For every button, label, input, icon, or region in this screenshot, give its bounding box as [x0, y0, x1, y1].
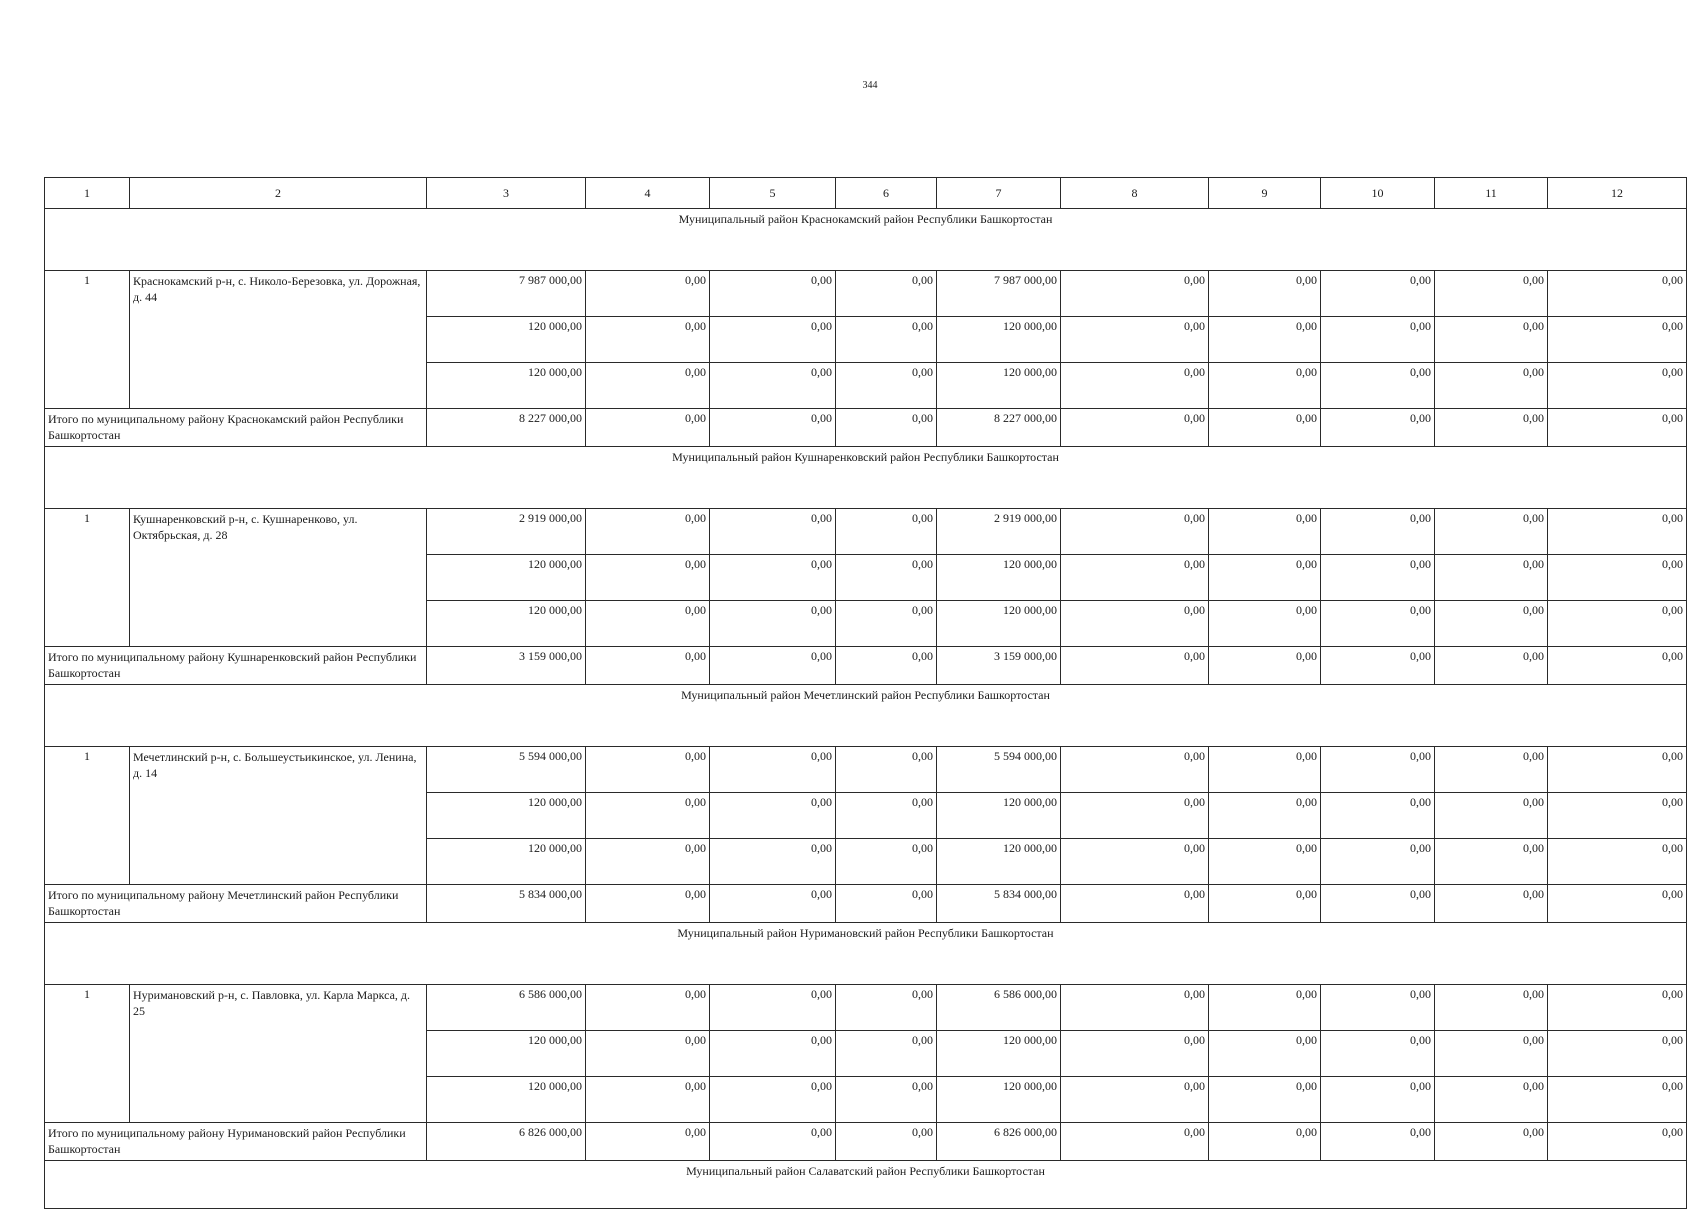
total-amount-cell: 3 159 000,00: [937, 647, 1061, 685]
object-address: Краснокамский р-н, с. Николо-Березовка, ул. Дорожная, д. 44: [130, 271, 427, 409]
total-amount-cell: 0,00: [836, 1123, 937, 1161]
district-total-row: [45, 885, 1687, 923]
row-index: 1: [45, 985, 130, 1123]
total-amount-cell: 0,00: [1321, 409, 1435, 447]
amount-cell: 0,00: [1548, 271, 1687, 317]
amount-cell: 0,00: [1548, 1077, 1687, 1123]
amount-cell: 0,00: [586, 509, 710, 555]
total-amount-cell: 0,00: [1321, 647, 1435, 685]
amount-cell: 0,00: [710, 317, 836, 363]
amount-cell: 0,00: [1435, 271, 1548, 317]
amount-cell: 0,00: [1061, 363, 1209, 409]
amount-cell: 2 919 000,00: [427, 509, 586, 555]
amount-cell: 5 594 000,00: [427, 747, 586, 793]
amount-cell: 0,00: [710, 601, 836, 647]
amount-cell: 0,00: [586, 363, 710, 409]
amount-cell: 0,00: [1061, 747, 1209, 793]
amount-cell: 0,00: [836, 839, 937, 885]
amount-cell: 120 000,00: [427, 1031, 586, 1077]
amount-cell: 0,00: [1435, 601, 1548, 647]
total-amount-cell: 0,00: [1061, 409, 1209, 447]
column-header: 1: [45, 178, 130, 209]
amount-cell: 0,00: [586, 317, 710, 363]
table-body: [45, 178, 1687, 1209]
total-amount-cell: 0,00: [1061, 647, 1209, 685]
object-address: Нуримановский р-н, с. Павловка, ул. Карла Маркса, д. 25: [130, 985, 427, 1123]
amount-cell: 0,00: [836, 747, 937, 793]
amount-cell: 0,00: [1548, 747, 1687, 793]
amount-cell: 0,00: [1209, 317, 1321, 363]
object-address: Кушнаренковский р-н, с. Кушнаренково, ул. Октябрьская, д. 28: [130, 509, 427, 647]
table-row: [45, 271, 1687, 317]
district-total-label: Итого по муниципальному району Мечетлинский район Республики Башкортостан: [45, 885, 427, 923]
amount-cell: 0,00: [1061, 1031, 1209, 1077]
column-header: 3: [427, 178, 586, 209]
amount-cell: 0,00: [1548, 555, 1687, 601]
total-amount-cell: 0,00: [1548, 885, 1687, 923]
row-index: 1: [45, 509, 130, 647]
amount-cell: 0,00: [1209, 985, 1321, 1031]
district-total-row: [45, 647, 1687, 685]
amount-cell: 0,00: [1321, 317, 1435, 363]
district-total-label: Итого по муниципальному району Нуримановский район Республики Башкортостан: [45, 1123, 427, 1161]
amount-cell: 0,00: [710, 555, 836, 601]
amount-cell: 0,00: [1321, 509, 1435, 555]
object-address: Мечетлинский р-н, с. Большеустьикинское, ул. Ленина, д. 14: [130, 747, 427, 885]
amount-cell: 0,00: [1061, 509, 1209, 555]
amount-cell: 0,00: [1321, 271, 1435, 317]
total-amount-cell: 0,00: [1435, 1123, 1548, 1161]
total-amount-cell: 0,00: [836, 647, 937, 685]
total-amount-cell: 3 159 000,00: [427, 647, 586, 685]
amount-cell: 0,00: [1061, 271, 1209, 317]
amount-cell: 120 000,00: [937, 793, 1061, 839]
amount-cell: 0,00: [836, 793, 937, 839]
amount-cell: 120 000,00: [427, 363, 586, 409]
amount-cell: 0,00: [586, 601, 710, 647]
amount-cell: 0,00: [1321, 601, 1435, 647]
page-number: 344: [862, 80, 878, 91]
amount-cell: 0,00: [1209, 793, 1321, 839]
amount-cell: 120 000,00: [937, 1031, 1061, 1077]
amount-cell: 0,00: [1435, 985, 1548, 1031]
amount-cell: 0,00: [1548, 839, 1687, 885]
amount-cell: 0,00: [1548, 363, 1687, 409]
column-number-header-row: [45, 178, 1687, 209]
amount-cell: 0,00: [1321, 747, 1435, 793]
amount-cell: 0,00: [1061, 555, 1209, 601]
total-amount-cell: 0,00: [586, 647, 710, 685]
district-section-row: [45, 685, 1687, 747]
column-header: 11: [1435, 178, 1548, 209]
amount-cell: 0,00: [1061, 1077, 1209, 1123]
amount-cell: 0,00: [1209, 363, 1321, 409]
amount-cell: 0,00: [1209, 601, 1321, 647]
district-title: Муниципальный район Кушнаренковский район Республики Башкортостан: [45, 447, 1687, 509]
total-amount-cell: 8 227 000,00: [427, 409, 586, 447]
total-amount-cell: 0,00: [586, 1123, 710, 1161]
amount-cell: 120 000,00: [427, 839, 586, 885]
amount-cell: 0,00: [1548, 1031, 1687, 1077]
amount-cell: 0,00: [1061, 601, 1209, 647]
total-amount-cell: 0,00: [710, 885, 836, 923]
amount-cell: 0,00: [1548, 317, 1687, 363]
amount-cell: 0,00: [1321, 839, 1435, 885]
amount-cell: 0,00: [1321, 985, 1435, 1031]
amount-cell: 0,00: [1435, 363, 1548, 409]
amount-cell: 0,00: [836, 1077, 937, 1123]
amount-cell: 0,00: [1435, 839, 1548, 885]
row-index: 1: [45, 747, 130, 885]
amount-cell: 0,00: [1209, 839, 1321, 885]
total-amount-cell: 0,00: [1548, 409, 1687, 447]
total-amount-cell: 0,00: [1435, 409, 1548, 447]
total-amount-cell: 0,00: [710, 409, 836, 447]
district-total-row: [45, 1123, 1687, 1161]
total-amount-cell: 0,00: [1209, 647, 1321, 685]
amount-cell: 0,00: [1548, 601, 1687, 647]
total-amount-cell: 0,00: [1321, 885, 1435, 923]
amount-cell: 0,00: [710, 793, 836, 839]
district-section-row: [45, 923, 1687, 985]
amount-cell: 0,00: [836, 555, 937, 601]
amount-cell: 0,00: [710, 1077, 836, 1123]
table-row: [45, 985, 1687, 1031]
amount-cell: 0,00: [1321, 1031, 1435, 1077]
amount-cell: 6 586 000,00: [427, 985, 586, 1031]
amount-cell: 0,00: [836, 601, 937, 647]
district-section-row: [45, 209, 1687, 271]
amount-cell: 0,00: [836, 1031, 937, 1077]
amount-cell: 0,00: [710, 747, 836, 793]
amount-cell: 0,00: [586, 271, 710, 317]
amount-cell: 0,00: [586, 839, 710, 885]
amount-cell: 120 000,00: [937, 839, 1061, 885]
amount-cell: 0,00: [1061, 985, 1209, 1031]
budget-table: [44, 177, 1687, 1209]
column-header: 10: [1321, 178, 1435, 209]
amount-cell: 120 000,00: [427, 317, 586, 363]
district-total-row: [45, 409, 1687, 447]
amount-cell: 120 000,00: [427, 793, 586, 839]
district-total-label: Итого по муниципальному району Кушнаренковский район Республики Башкортостан: [45, 647, 427, 685]
column-header: 6: [836, 178, 937, 209]
amount-cell: 0,00: [836, 985, 937, 1031]
total-amount-cell: 0,00: [1548, 1123, 1687, 1161]
amount-cell: 7 987 000,00: [937, 271, 1061, 317]
column-header: 7: [937, 178, 1061, 209]
amount-cell: 0,00: [836, 317, 937, 363]
amount-cell: 0,00: [710, 1031, 836, 1077]
total-amount-cell: 0,00: [586, 409, 710, 447]
amount-cell: 0,00: [836, 271, 937, 317]
total-amount-cell: 8 227 000,00: [937, 409, 1061, 447]
district-title: Муниципальный район Салаватский район Республики Башкортостан: [45, 1161, 1687, 1209]
amount-cell: 0,00: [586, 985, 710, 1031]
amount-cell: 0,00: [1209, 1031, 1321, 1077]
amount-cell: 0,00: [1061, 317, 1209, 363]
total-amount-cell: 0,00: [710, 1123, 836, 1161]
total-amount-cell: 0,00: [586, 885, 710, 923]
table-row: [45, 747, 1687, 793]
amount-cell: 0,00: [1061, 793, 1209, 839]
amount-cell: 120 000,00: [427, 601, 586, 647]
total-amount-cell: 0,00: [1209, 885, 1321, 923]
amount-cell: 0,00: [1435, 1031, 1548, 1077]
amount-cell: 5 594 000,00: [937, 747, 1061, 793]
amount-cell: 0,00: [1435, 509, 1548, 555]
amount-cell: 2 919 000,00: [937, 509, 1061, 555]
district-title: Муниципальный район Мечетлинский район Республики Башкортостан: [45, 685, 1687, 747]
total-amount-cell: 0,00: [1061, 885, 1209, 923]
column-header: 2: [130, 178, 427, 209]
amount-cell: 0,00: [710, 271, 836, 317]
amount-cell: 0,00: [586, 1077, 710, 1123]
amount-cell: 0,00: [586, 793, 710, 839]
amount-cell: 0,00: [1548, 509, 1687, 555]
amount-cell: 120 000,00: [937, 555, 1061, 601]
amount-cell: 0,00: [1209, 1077, 1321, 1123]
column-header: 4: [586, 178, 710, 209]
amount-cell: 0,00: [1321, 363, 1435, 409]
total-amount-cell: 0,00: [836, 885, 937, 923]
amount-cell: 0,00: [836, 509, 937, 555]
amount-cell: 0,00: [586, 1031, 710, 1077]
total-amount-cell: 0,00: [1435, 647, 1548, 685]
amount-cell: 0,00: [1435, 1077, 1548, 1123]
amount-cell: 0,00: [1061, 839, 1209, 885]
amount-cell: 0,00: [1321, 793, 1435, 839]
total-amount-cell: 0,00: [710, 647, 836, 685]
total-amount-cell: 5 834 000,00: [937, 885, 1061, 923]
amount-cell: 0,00: [710, 839, 836, 885]
district-section-row: [45, 1161, 1687, 1209]
amount-cell: 0,00: [1435, 555, 1548, 601]
district-total-label: Итого по муниципальному району Краснокамский район Республики Башкортостан: [45, 409, 427, 447]
amount-cell: 0,00: [710, 363, 836, 409]
row-index: 1: [45, 271, 130, 409]
amount-cell: 0,00: [1548, 793, 1687, 839]
column-header: 8: [1061, 178, 1209, 209]
total-amount-cell: 6 826 000,00: [937, 1123, 1061, 1161]
total-amount-cell: 5 834 000,00: [427, 885, 586, 923]
column-header: 9: [1209, 178, 1321, 209]
total-amount-cell: 6 826 000,00: [427, 1123, 586, 1161]
amount-cell: 0,00: [1321, 1077, 1435, 1123]
amount-cell: 6 586 000,00: [937, 985, 1061, 1031]
total-amount-cell: 0,00: [1209, 1123, 1321, 1161]
amount-cell: 0,00: [586, 747, 710, 793]
amount-cell: 120 000,00: [937, 1077, 1061, 1123]
amount-cell: 0,00: [1209, 747, 1321, 793]
total-amount-cell: 0,00: [1061, 1123, 1209, 1161]
amount-cell: 0,00: [1209, 271, 1321, 317]
total-amount-cell: 0,00: [1321, 1123, 1435, 1161]
amount-cell: 120 000,00: [427, 555, 586, 601]
amount-cell: 0,00: [1321, 555, 1435, 601]
amount-cell: 0,00: [1435, 747, 1548, 793]
column-header: 12: [1548, 178, 1687, 209]
column-header: 5: [710, 178, 836, 209]
district-title: Муниципальный район Нуримановский район Республики Башкортостан: [45, 923, 1687, 985]
amount-cell: 0,00: [836, 363, 937, 409]
total-amount-cell: 0,00: [1209, 409, 1321, 447]
total-amount-cell: 0,00: [1548, 647, 1687, 685]
table-row: [45, 509, 1687, 555]
amount-cell: 7 987 000,00: [427, 271, 586, 317]
amount-cell: 0,00: [1435, 793, 1548, 839]
district-section-row: [45, 447, 1687, 509]
amount-cell: 120 000,00: [937, 601, 1061, 647]
amount-cell: 0,00: [586, 555, 710, 601]
amount-cell: 0,00: [710, 509, 836, 555]
amount-cell: 0,00: [1548, 985, 1687, 1031]
amount-cell: 0,00: [710, 985, 836, 1031]
amount-cell: 120 000,00: [427, 1077, 586, 1123]
district-title: Муниципальный район Краснокамский район Республики Башкортостан: [45, 209, 1687, 271]
amount-cell: 0,00: [1435, 317, 1548, 363]
amount-cell: 120 000,00: [937, 363, 1061, 409]
amount-cell: 0,00: [1209, 509, 1321, 555]
amount-cell: 120 000,00: [937, 317, 1061, 363]
total-amount-cell: 0,00: [836, 409, 937, 447]
amount-cell: 0,00: [1209, 555, 1321, 601]
total-amount-cell: 0,00: [1435, 885, 1548, 923]
